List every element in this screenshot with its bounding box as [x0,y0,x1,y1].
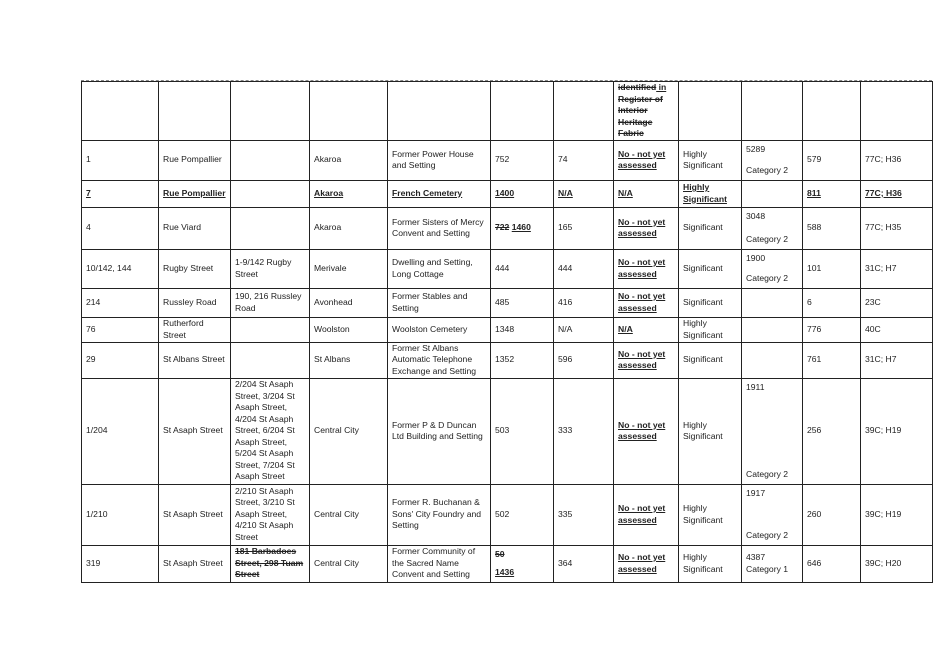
listing-stack [495,549,549,579]
cell-text: Significant [683,354,723,365]
cell-interior-fabric [614,288,679,317]
cell-text: Rue Viard [163,222,202,233]
cell-text: Rue Pompallier [163,187,226,198]
cell-text: St Asaph Street [163,557,223,568]
cell-text: 39C; H19 [865,508,902,519]
cell-heritage-assessment [554,288,614,317]
cell-text: No - not yet assessed [618,291,666,313]
cell-text: Russley Road [163,296,217,307]
cell-interior-fabric [614,207,679,249]
cell-suburb [310,545,388,582]
cell-heritage-item-number [491,82,554,141]
cell-heritage-assessment [554,207,614,249]
cell-other-addresses [231,140,310,180]
cell-text: 335 [558,508,573,519]
cell-text: Highly Significant [683,552,723,574]
cell-text: 319 [86,557,101,568]
cell-text: No - not yet assessed [618,552,666,574]
cell-planning-map [803,140,861,180]
cell-street [159,207,231,249]
cell-text: 416 [558,296,573,307]
cell-street [159,140,231,180]
cell-heritage-item-number [491,140,554,180]
table-row [82,207,933,249]
cell-hnz-listing [742,180,803,207]
cell-text: Former Sisters of Mercy Convent and Setting [392,216,484,238]
cell-other-addresses [231,317,310,342]
cell-text: 1/204 [86,425,108,436]
cell-planning-map [803,207,861,249]
listing-number: 5289 [746,143,766,154]
cell-heritage-assessment [554,317,614,342]
cell-text: Akaroa [314,222,342,233]
cell-heritage-assessment [554,378,614,484]
cell-suburb [310,180,388,207]
cell-text: 722 [495,222,510,233]
cell-significance [679,180,742,207]
cell-text: Rue Pompallier [163,154,222,165]
cell-number [82,288,159,317]
cell-suburb [310,82,388,141]
table-row [82,249,933,288]
cell-street [159,288,231,317]
cell-text: 776 [807,323,822,334]
cell-significance [679,484,742,545]
cell-text: St Asaph Street [163,425,223,436]
cell-text: Avonhead [314,296,353,307]
cell-planning-map [803,378,861,484]
listing-category: Category 2 [746,530,789,540]
cell-text: 77C; H36 [865,187,902,198]
cell-street [159,317,231,342]
cell-heritage-assessment [554,140,614,180]
cell-number [82,82,159,141]
cell-hnz-listing [742,378,803,484]
cell-street [159,545,231,582]
cell-text: 1400 [495,187,515,198]
cell-heritage-item-number [491,249,554,288]
cell-text: 76 [86,323,96,334]
cell-hnz-listing [742,82,803,141]
cell-other-addresses [231,82,310,141]
cell-interior-fabric [614,317,679,342]
cell-text: Significant [683,222,723,233]
table-row [82,180,933,207]
cell-text: Significant [683,296,723,307]
cell-text: French Cemetery [392,187,463,198]
cell-significance [679,317,742,342]
cell-text: 811 [807,187,821,198]
cell-heritage-item [388,207,491,249]
cell-other-addresses [231,249,310,288]
cell-text: 444 [558,262,573,273]
cell-text: St Albans Street [163,354,225,365]
cell-text: 1352 [495,354,515,365]
cell-text: 39C; H20 [865,557,902,568]
cell-significance [679,207,742,249]
cell-map-ref [861,342,933,378]
listing-number: 3048 [746,210,766,221]
cell-text: 77C; H35 [865,222,902,233]
cell-heritage-item [388,140,491,180]
cell-street [159,484,231,545]
cell-text: Woolston [314,323,350,334]
cell-text: 503 [495,425,510,436]
cell-interior-fabric [614,484,679,545]
cell-text: 761 [807,354,822,365]
cell-text: 502 [495,508,510,519]
cell-text: 10/142, 144 [86,262,132,273]
listing-stack [746,211,798,246]
cell-text: 1/210 [86,508,108,519]
cell-heritage-item [388,180,491,207]
cell-number [82,342,159,378]
cell-other-addresses [231,342,310,378]
cell-text: 444 [495,262,510,273]
cell-heritage-item [388,484,491,545]
cell-text: Former R. Buchanan & Sons' City Foundry and Setting [392,497,482,531]
cell-significance [679,545,742,582]
cell-interior-fabric [614,140,679,180]
listing-stack [746,144,798,177]
cell-map-ref [861,82,933,141]
cell-text: 190, 216 Russley Road [235,291,302,313]
cell-text: Highly Significant [683,148,723,170]
cell-heritage-assessment [554,545,614,582]
cell-text: in [656,82,667,92]
cell-text: Former Stables and Setting [392,291,468,313]
cell-interior-fabric [614,82,679,141]
cell-hnz-listing [742,207,803,249]
cell-suburb [310,484,388,545]
cell-hnz-listing [742,484,803,545]
heritage-schedule-table [81,81,933,583]
cell-text: Former P & D Duncan Ltd Building and Setting [392,419,483,441]
cell-other-addresses [231,378,310,484]
table-row [82,545,933,582]
cell-text: 74 [558,154,568,165]
cell-hnz-listing [742,249,803,288]
cell-significance [679,288,742,317]
cell-text: Akaroa [314,187,344,198]
cell-heritage-item-number [491,545,554,582]
header-row [82,82,933,141]
cell-text: 588 [807,222,822,233]
cell-text: 31C; H7 [865,262,897,273]
listing-stack [746,488,798,542]
table-row [82,484,933,545]
cell-text: 29 [86,354,96,365]
cell-text: 333 [558,425,573,436]
cell-significance [679,82,742,141]
cell-number [82,484,159,545]
cell-map-ref [861,140,933,180]
cell-heritage-item [388,545,491,582]
cell-heritage-assessment [554,249,614,288]
cell-heritage-item-number [491,378,554,484]
cell-other-addresses [231,545,310,582]
cell-text: N/A [558,187,573,198]
cell-map-ref [861,378,933,484]
cell-text: Rugby Street [163,262,214,273]
cell-number [82,378,159,484]
table-row [82,317,933,342]
cell-text: 39C; H19 [865,425,902,436]
cell-text: 579 [807,154,822,165]
cell-map-ref [861,484,933,545]
cell-planning-map [803,342,861,378]
cell-street [159,180,231,207]
cell-heritage-item [388,342,491,378]
cell-text: 214 [86,296,101,307]
cell-text: 752 [495,154,510,165]
listing-stack [746,382,798,481]
cell-hnz-listing [742,545,803,582]
cell-text: 6 [807,296,812,307]
cell-text: 31C; H7 [865,354,897,365]
cell-suburb [310,317,388,342]
cell-planning-map [803,249,861,288]
cell-text: Highly Significant [683,182,727,204]
cell-text: Woolston Cemetery [392,323,468,334]
cell-planning-map [803,288,861,317]
cell-interior-fabric [614,180,679,207]
cell-text: St Albans [314,354,351,365]
cell-text: Highly Significant [683,503,723,525]
cell-text: Former Community of the Sacred Name Convent and Setting [392,546,476,580]
cell-text: No - not yet assessed [618,148,666,170]
cell-text: identified [618,82,657,92]
cell-heritage-item [388,249,491,288]
cell-map-ref [861,249,933,288]
cell-other-addresses [231,180,310,207]
cell-heritage-assessment [554,180,614,207]
cell-heritage-item [388,317,491,342]
cell-text: 4 [86,222,91,233]
cell-significance [679,342,742,378]
cell-street [159,249,231,288]
cell-text: 77C; H36 [865,154,902,165]
cell-hnz-listing [742,342,803,378]
cell-text: No - not yet assessed [618,257,666,279]
cell-text: 1460 [511,222,531,233]
cell-suburb [310,249,388,288]
cell-hnz-listing [742,317,803,342]
cell-text: No - not yet assessed [618,216,666,238]
cell-text: 181 Barbadoes Street, 298 Tuam Street [235,546,304,580]
cell-significance [679,249,742,288]
cell-number [82,249,159,288]
cell-significance [679,378,742,484]
cell-number [82,545,159,582]
cell-heritage-assessment [554,484,614,545]
cell-text: 7 [86,187,91,198]
listing-stack [746,253,798,285]
cell-suburb [310,140,388,180]
cell-number [82,180,159,207]
cell-text: 1-9/142 Rugby Street [235,257,292,279]
cell-interior-fabric [614,378,679,484]
cell-text: N/A [618,323,633,334]
cell-planning-map [803,180,861,207]
listing-number: 50 [495,548,505,559]
cell-planning-map [803,484,861,545]
cell-text: 485 [495,296,510,307]
cell-text: 2/204 St Asaph Street, 3/204 St Asaph Street, 4/204 St Asaph Street, 6/204 St Asaph Street, 5/204 St Asaph Street, 7/204 St Asaph Street [235,379,295,482]
cell-text: 260 [807,508,822,519]
cell-significance [679,140,742,180]
cell-other-addresses [231,288,310,317]
cell-suburb [310,288,388,317]
cell-text: Central City [314,508,359,519]
cell-map-ref [861,545,933,582]
cell-text: Highly Significant [683,318,723,340]
listing-category: Category 2 [746,469,789,479]
cell-number [82,317,159,342]
cell-number [82,207,159,249]
cell-heritage-item-number [491,180,554,207]
cell-text: Central City [314,557,359,568]
cell-heritage-item-number [491,342,554,378]
cell-street [159,82,231,141]
cell-planning-map [803,82,861,141]
cell-text: 23C [865,296,881,307]
cell-heritage-item-number [491,207,554,249]
cell-text: Former St Albans Automatic Telephone Exchange and Setting [392,342,477,376]
cell-other-addresses [231,484,310,545]
cell-map-ref [861,207,933,249]
cell-planning-map [803,545,861,582]
cell-text: No - not yet assessed [618,348,666,370]
listing-number: 1917 [746,487,766,498]
cell-text: Rutherford Street [163,318,204,340]
cell-text: 256 [807,425,822,436]
cell-number [82,140,159,180]
cell-text: 101 [807,262,822,273]
cell-heritage-item [388,82,491,141]
cell-heritage-assessment [554,342,614,378]
cell-heritage-item [388,378,491,484]
cell-heritage-item-number [491,484,554,545]
cell-street [159,378,231,484]
cell-other-addresses [231,207,310,249]
cell-text: Significant [683,262,723,273]
cell-text: 646 [807,557,822,568]
cell-text: Merivale [314,262,347,273]
listing-number: 1900 [746,252,766,263]
cell-text: No - not yet assessed [618,503,666,525]
cell-map-ref [861,317,933,342]
table-row [82,342,933,378]
cell-text: 1348 [495,323,515,334]
listing-category: 1436 [495,567,515,577]
cell-planning-map [803,317,861,342]
cell-map-ref [861,180,933,207]
cell-map-ref [861,288,933,317]
cell-street [159,342,231,378]
cell-heritage-assessment [554,82,614,141]
cell-text: St Asaph Street [163,508,223,519]
listing-category: Category 2 [746,165,789,175]
cell-text: Akaroa [314,154,342,165]
cell-heritage-item [388,288,491,317]
cell-text: Dwelling and Setting, Long Cottage [392,257,473,279]
cell-text: 40C [865,323,881,334]
table-row [82,288,933,317]
cell-text: 596 [558,354,573,365]
listing-number: 4387 [746,552,766,562]
cell-text: 364 [558,557,573,568]
table-row [82,140,933,180]
cell-interior-fabric [614,249,679,288]
cell-interior-fabric [614,342,679,378]
cell-text: N/A [558,323,573,334]
listing-category: Category 2 [746,234,789,244]
cell-suburb [310,378,388,484]
cell-text: Former Power House and Setting [392,148,474,170]
table-row [82,378,933,484]
listing-stack [746,552,798,576]
cell-text: 1 [86,154,91,165]
cell-text: Highly Significant [683,419,723,441]
cell-text: Central City [314,425,359,436]
listing-number: 1911 [746,381,765,392]
listing-category: Category 2 [746,273,789,283]
listing-category: Category 1 [746,563,789,574]
cell-text: 165 [558,222,573,233]
cell-text: Register of Interior Heritage Fabric [618,93,663,138]
cell-interior-fabric [614,545,679,582]
cell-text: N/A [618,187,633,198]
cell-hnz-listing [742,140,803,180]
cell-text: 2/210 St Asaph Street, 3/210 St Asaph Street, 4/210 St Asaph Street [235,485,295,542]
cell-heritage-item-number [491,288,554,317]
cell-text: No - not yet assessed [618,419,666,441]
table-body [82,82,933,583]
cell-suburb [310,342,388,378]
cell-suburb [310,207,388,249]
cell-hnz-listing [742,288,803,317]
cell-heritage-item-number [491,317,554,342]
